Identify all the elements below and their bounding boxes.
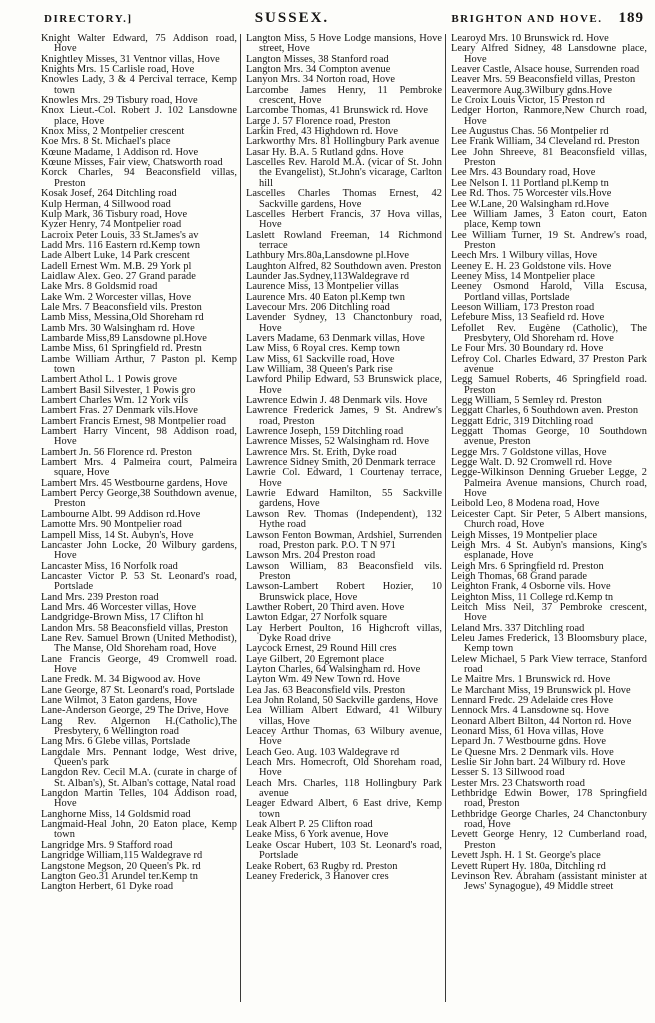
directory-entry: Lathbury Mrs.80a,Lansdowne pl.Hove <box>246 250 410 262</box>
directory-entry: Lambert Mrs. 4 Palmeira court, Palmeira square, Hove <box>41 457 237 479</box>
directory-entry: Large J. 57 Florence road, Preston <box>246 115 391 127</box>
directory-entry: Lawrence Sidney Smith, 20 Denmark terrace <box>246 457 436 469</box>
directory-entry: Lake Wm. 2 Worcester villas, Hove <box>41 291 192 303</box>
page-number: 189 <box>618 10 644 26</box>
directory-entry: Lesser S. 13 Sillwood road <box>451 767 565 779</box>
header-directory-label: DIRECTORY.] <box>44 13 133 25</box>
directory-entry: Lampell Miss, 14 St. Aubyn's, Hove <box>41 529 194 541</box>
directory-entry: Lawson William, 83 Beaconsfield vils. Preston <box>246 560 442 582</box>
directory-entry: Laughton Alfred, 82 Southdown aven. Preston <box>246 260 442 272</box>
directory-entry: Levett George Henry, 12 Cumberland road, Preston <box>451 829 647 851</box>
directory-entry: Leacey Arthur Thomas, 63 Wilbury avenue, Hove <box>246 726 442 748</box>
directory-entry: Laycock Ernest, 29 Round Hill cres <box>246 643 397 655</box>
directory-entry: Larkin Fred, 43 Highdown rd. Hove <box>246 126 398 138</box>
directory-entry: Leaney Frederick, 3 Hanover cres <box>246 870 389 882</box>
directory-entry: Leighton Miss, 11 College rd.Kemp tn <box>451 591 614 603</box>
directory-entry: Lavers Madame, 63 Denmark villas, Hove <box>246 332 425 344</box>
directory-entry: Lee William Turner, 19 St. Andrew's road, Preston <box>451 229 647 251</box>
directory-entry: Lambert Fras. 27 Denmark vils.Hove <box>41 405 198 417</box>
directory-entry: Land Mrs. 46 Worcester villas, Hove <box>41 601 197 613</box>
directory-entry: Leggatt Charles, 6 Southdown aven. Preston <box>451 405 639 417</box>
directory-columns <box>36 34 650 1002</box>
directory-entry: Lambert Francis Ernest, 98 Montpelier road <box>41 415 227 427</box>
directory-entry: Kyzer Henry, 74 Montpelier road <box>41 219 182 231</box>
directory-entry: Lascelles Herbert Francis, 37 Hova villas, Hove <box>246 208 442 231</box>
directory-entry: Lanyon Mrs. 34 Norton road, Hove <box>246 74 396 86</box>
directory-entry: Langton Geo.31 Arundel ter.Kemp tn <box>41 870 198 882</box>
directory-entry: Korck Charles, 94 Beaconsfield villas, Preston <box>41 167 237 189</box>
directory-entry: Langdale Mrs. Pennant lodge, West drive, Queen's park <box>41 746 237 769</box>
directory-entry: Langmaid-Heal John, 20 Eaton place, Kemp town <box>41 819 237 841</box>
directory-entry: Larkworthy Mrs. 81 Hollingbury Park avenue <box>246 136 440 148</box>
directory-entry: Ladd Mrs. 116 Eastern rd.Kemp town <box>41 239 201 251</box>
directory-entry: Kosak Josef, 264 Ditchling road <box>41 188 177 200</box>
directory-entry: Le Croix Louis Victor, 15 Preston rd <box>451 95 605 107</box>
directory-entry: Lawrie Col. Edward, 1 Courtenay terrace, Hove <box>246 467 442 489</box>
directory-entry: Knox Miss, 2 Montpelier crescent <box>41 126 185 138</box>
directory-entry: Lane George, 87 St. Leonard's road, Portslade <box>41 684 235 696</box>
directory-entry: Levett Rupert Hy. 180a, Ditchling rd <box>451 860 606 872</box>
directory-entry: Lancaster John Locke, 20 Wilbury gardens, Hove <box>41 539 237 562</box>
directory-entry: Legg Samuel Roberts, 46 Springfield road. Preston <box>451 374 647 396</box>
directory-entry: Leleu James Frederick, 13 Bloomsbury place, Kemp town <box>451 632 647 655</box>
directory-entry: Lepard Jn. 7 Westbourne gdns. Hove <box>451 736 607 748</box>
directory-entry: Lambert Jn. 56 Florence rd. Preston <box>41 446 192 458</box>
directory-entry: Lancaster Miss, 16 Norfolk road <box>41 560 178 572</box>
directory-entry: Lea William Albert Edward, 41 Wilbury villas, Hove <box>246 705 442 727</box>
directory-entry: Knowles Lady, 3 & 4 Percival terrace, Kemp town <box>41 74 237 96</box>
directory-entry: Lelew Michael, 5 Park View terrace, Stanford road <box>451 653 647 675</box>
directory-entry: Lane-Anderson George, 29 The Drive, Hove <box>41 705 229 717</box>
directory-entry: Langton Herbert, 61 Dyke road <box>41 881 174 893</box>
directory-column-2 <box>240 34 445 1002</box>
directory-entry: Legge-Wilkinson Denning Grueber Legge, 2 Palmeira Avenue mansions, Church road, Hove <box>451 467 647 500</box>
directory-entry: Leake Oscar Hubert, 103 St. Leonard's road, Portslade <box>246 839 442 862</box>
directory-entry: Leake Robert, 63 Rugby rd. Preston <box>246 860 398 872</box>
directory-entry: Koe Mrs. 8 St. Michael's place <box>41 136 171 148</box>
directory-entry: Law William, 38 Queen's Park rise <box>246 364 393 375</box>
directory-entry: Lavecour Mrs. 206 Ditchling road <box>246 301 390 313</box>
directory-entry: Le Four Mrs. 30 Boundary rd. Hove <box>451 343 604 355</box>
directory-entry: Lavender Sydney, 13 Chanctonbury road, Hove <box>246 312 442 334</box>
directory-entry: Lamotte Mrs. 90 Montpelier road <box>41 519 182 531</box>
directory-entry: Lay Herbert Poulton, 16 Highcroft villas, Dyke Road drive <box>246 622 442 644</box>
directory-entry: Lawrence Misses, 52 Walsingham rd. Hove <box>246 436 430 448</box>
directory-entry: Landon Mrs. 58 Beaconsfield villas, Preston <box>41 622 229 634</box>
directory-entry: Levinson Rev. Abraham (assistant minister at Jews' Synagogue), 49 Middle street <box>451 870 647 893</box>
directory-entry: Leitch Miss Neil, 37 Pembroke crescent, Hove <box>451 601 647 624</box>
directory-entry: Lefollet Rev. Eugène (Catholic), The Presbytery, Old Shoreham rd. Hove <box>451 322 647 344</box>
directory-entry: Lea Jas. 63 Beaconsfield vils. Preston <box>246 684 406 696</box>
directory-entry: Leaver Castle, Alsace house, Surrenden road <box>451 64 640 76</box>
directory-entry: Langhorne Miss, 14 Goldsmid road <box>41 808 191 820</box>
directory-entry: Leeson William, 173 Preston road <box>451 301 595 313</box>
directory-entry: Lee Mrs. 43 Boundary road, Hove <box>451 167 596 179</box>
directory-entry: Lethbridge Edwin Bower, 178 Springfield road, Preston <box>451 788 647 810</box>
directory-entry: Lennard Fredc. 29 Adelaide cres Hove <box>451 695 614 706</box>
directory-entry: Lang Rev. Algernon H.(Catholic),The Presbytery, 6 Wellington road <box>41 715 237 738</box>
directory-entry: Leake Miss, 6 York avenue, Hove <box>246 829 389 841</box>
directory-entry: Lambert Basil Silvester, 1 Powis gro <box>41 384 196 396</box>
directory-entry: Lane Wilmot, 3 Eaton gardens, Hove <box>41 695 198 706</box>
directory-entry: Langton Mrs. 34 Compton avenue <box>246 64 391 76</box>
directory-entry: Lethbridge George Charles, 24 Chanctonbury road, Hove <box>451 808 647 831</box>
page-header <box>36 8 650 27</box>
directory-entry: Lambert Percy George,38 Southdown avenue, Preston <box>41 488 237 510</box>
directory-entry: Legge Mrs. 7 Goldstone villas, Hove <box>451 446 607 458</box>
directory-entry: Leech Mrs. 1 Wilbury villas, Hove <box>451 250 598 262</box>
directory-entry: Lane Fredk. M. 34 Bigwood av. Hove <box>41 674 201 686</box>
directory-entry: Le Maitre Mrs. 1 Brunswick rd. Hove <box>451 674 611 686</box>
directory-column-1 <box>36 34 240 1002</box>
directory-entry: Lawrence Mrs. St. Erith, Dyke road <box>246 446 397 458</box>
directory-entry: Law Miss, 6 Royal cres. Kemp town <box>246 343 401 355</box>
directory-entry: Lee Frank William, 34 Cleveland rd. Preston <box>451 136 640 148</box>
directory-entry: Lea John Roland, 50 Sackville gardens, Hove <box>246 695 439 706</box>
directory-entry: Leigh Thomas, 68 Grand parade <box>451 570 588 582</box>
directory-entry: Kulp Herman, 4 Sillwood road <box>41 198 171 210</box>
directory-entry: Lascelles Rev. Harold M.A. (vicar of St. John the Evangelist), St.John's vicarage, Carlton hill <box>246 157 442 189</box>
directory-entry: Levett Jsph. H. 1 St. George's place <box>451 850 601 862</box>
directory-entry: Lawton Edgar, 27 Norfolk square <box>246 612 388 624</box>
directory-entry: Leigh Misses, 19 Montpelier place <box>451 529 598 541</box>
directory-entry: Law Miss, 61 Sackville road, Hove <box>246 353 395 365</box>
directory-entry: Laidlaw Alex. Geo. 27 Grand parade <box>41 270 196 282</box>
directory-entry: Ladell Ernest Wm. M.B. 29 York pl <box>41 260 192 272</box>
directory-entry: Langstone Megson, 20 Queen's Pk. rd <box>41 860 201 872</box>
directory-entry: Leeney Osmond Harold, Villa Escusa, Portland villas, Portslade <box>451 281 647 303</box>
directory-entry: Lasar Hy. B.A. 5 Rutland gdns. Hove <box>246 146 404 158</box>
directory-entry: Lee William James, 3 Eaton court, Eaton place, Kemp town <box>451 208 647 231</box>
directory-entry: Kulp Mark, 36 Tisbury road, Hove <box>41 208 188 220</box>
directory-entry: Larcombe James Henry, 11 Pembroke crescent, Hove <box>246 84 442 107</box>
page-title: SUSSEX. <box>254 10 330 26</box>
directory-entry: Lefebure Miss, 13 Seafield rd. Hove <box>451 312 605 324</box>
directory-entry: Lacroix Peter Louis, 33 St.James's av <box>41 229 199 241</box>
directory-entry: Lawford Philip Edward, 53 Brunswick place, Hove <box>246 374 442 396</box>
directory-entry: Lawson Fenton Bowman, Ardshiel, Surrenden road, Preston park. P.O. T N 971 <box>246 529 442 551</box>
directory-entry: Laurence Miss, 13 Montpelier villas <box>246 281 399 293</box>
directory-entry: Knowles Mrs. 29 Tisbury road, Hove <box>41 95 198 107</box>
directory-entry: Leeney Miss, 14 Montpelier place <box>451 270 595 282</box>
directory-entry: Leicester Capt. Sir Peter, 5 Albert mansions, Church road, Hove <box>451 508 647 531</box>
directory-entry: Langdon Rev. Cecil M.A. (curate in charge of St. Alban's), St. Alban's cottage, Natal road <box>41 767 237 789</box>
directory-entry: Lee John Shreeve, 81 Beaconsfield villas, Preston <box>451 146 647 169</box>
directory-entry: Laye Gilbert, 20 Egremont place <box>246 653 385 665</box>
directory-entry: Lake Mrs. 8 Goldsmid road <box>41 281 158 293</box>
directory-entry: Le Quesne Mrs. 2 Denmark vils. Hove <box>451 746 614 758</box>
directory-entry: Langridge William,115 Waldegrave rd <box>41 850 203 862</box>
directory-entry: Lawson Mrs. 204 Preston road <box>246 550 376 562</box>
directory-entry: Leary Alfred Sidney, 48 Lansdowne place, Hove <box>451 43 647 65</box>
directory-entry: Learoyd Mrs. 10 Brunswick rd. Hove <box>451 34 609 44</box>
directory-entry: Lascelles Charles Thomas Ernest, 42 Sackville gardens, Hove <box>246 188 442 210</box>
directory-entry: Leggatt Thomas George, 10 Southdown avenue, Preston <box>451 426 647 448</box>
directory-entry: Leighton Frank, 4 Osborne vils. Hove <box>451 581 611 593</box>
directory-entry: Leigh Mrs. 6 Springfield rd. Preston <box>451 560 604 572</box>
directory-entry: Leach Mrs. Homecroft, Old Shoreham road, Hove <box>246 757 442 779</box>
header-section-label: BRIGHTON AND HOVE. <box>451 13 603 25</box>
directory-entry: Leonard Miss, 61 Hova villas, Hove <box>451 726 604 738</box>
directory-entry: Lambourne Albt. 99 Addison rd.Hove <box>41 508 201 520</box>
directory-entry: Lambe Miss, 61 Springfield rd. Prestn <box>41 343 202 355</box>
directory-entry: Lawrence Frederick James, 9 St. Andrew's road, Preston <box>246 405 442 427</box>
directory-entry: Lee W.Lane, 20 Walsingham rd.Hove <box>451 198 609 210</box>
directory-entry: Knights Mrs. 15 Carlisle road, Hove <box>41 64 195 76</box>
directory-entry: Knox Lieut.-Col. Robert J. 102 Lansdowne place, Hove <box>41 105 237 127</box>
directory-entry: Legge Walt. D. 92 Cromwell rd. Hove <box>451 457 612 469</box>
directory-entry: Lancaster Victor P. 53 St. Leonard's road, Portslade <box>41 570 237 593</box>
directory-entry: Kœune Madame, 1 Addison rd. Hove <box>41 146 199 158</box>
directory-entry: Leak Albert P. 25 Clifton road <box>246 819 373 831</box>
directory-entry: Leeney E. H. 23 Goldstone vils. Hove <box>451 260 612 272</box>
directory-entry: Layton Wm. 49 New Town rd. Hove <box>246 674 400 686</box>
directory-entry: Lennock Mrs. 4 Lansdowne sq. Hove <box>451 705 609 717</box>
directory-entry: Lambert Harry Vincent, 98 Addison road, Hove <box>41 426 237 448</box>
directory-entry: Leavermore Aug.3Wilbury gdns.Hove <box>451 84 613 96</box>
directory-entry: Lee Augustus Chas. 56 Montpelier rd <box>451 126 609 138</box>
directory-entry: Laurence Mrs. 40 Eaton pl.Kemp twn <box>246 291 405 303</box>
directory-entry: Lane Francis George, 49 Cromwell road. Hove <box>41 653 237 675</box>
directory-entry: Leggatt Edric, 319 Ditchling road <box>451 415 594 427</box>
directory-entry: Lambert Athol L. 1 Powis grove <box>41 374 177 386</box>
directory-entry: Langton Miss, 5 Hove Lodge mansions, Hove street, Hove <box>246 34 442 55</box>
directory-entry: Lawrence Edwin J. 48 Denmark vils. Hove <box>246 395 428 407</box>
directory-entry: Leland Mrs. 337 Ditchling road <box>451 622 585 634</box>
directory-entry: Legg William, 5 Semley rd. Preston <box>451 395 602 407</box>
directory-entry: Lamb Miss, Messina,Old Shoreham rd <box>41 312 204 324</box>
directory-entry: Lawson Rev. Thomas (Independent), 132 Hythe road <box>246 508 442 531</box>
directory-entry: Leaver Mrs. 59 Beaconsfield villas, Preston <box>451 74 636 86</box>
directory-entry: Lang Mrs. 6 Glebe villas, Portslade <box>41 736 191 748</box>
directory-entry: Leibold Leo, 8 Modena road, Hove <box>451 498 600 510</box>
directory-entry: Ledger Horton, Ranmore,New Church road, Hove <box>451 105 647 127</box>
directory-entry: Knightley Misses, 31 Ventnor villas, Hove <box>41 53 220 65</box>
directory-entry: Leonard Albert Bilton, 44 Norton rd. Hove <box>451 715 632 727</box>
directory-entry: Land Mrs. 239 Preston road <box>41 591 159 603</box>
directory-entry: Leager Edward Albert, 6 East drive, Kemp town <box>246 798 442 820</box>
directory-entry: Lamb Mrs. 30 Walsingham rd. Hove <box>41 322 195 334</box>
directory-entry: Lade Albert Luke, 14 Park crescent <box>41 250 190 262</box>
directory-entry: Langridge Mrs. 9 Stafford road <box>41 839 173 851</box>
directory-entry: Lane Rev. Samuel Brown (United Methodist), The Manse, Old Shoreham road, Hove <box>41 632 237 655</box>
directory-entry: Lester Mrs. 23 Chatsworth road <box>451 777 585 789</box>
directory-entry: Leigh Mrs. 4 St. Aubyn's mansions, King's esplanade, Hove <box>451 539 647 562</box>
directory-entry: Layton Charles, 64 Walsingham rd. Hove <box>246 663 421 675</box>
directory-entry: Lee Rd. Thos. 75 Worcester vils.Hove <box>451 188 612 200</box>
directory-entry: Larcombe Thomas, 41 Brunswick rd. Hove <box>246 105 429 117</box>
directory-entry: Launder Jas.Sydney,113Waldegrave rd <box>246 270 410 282</box>
directory-entry: Langton Misses, 38 Stanford road <box>246 53 389 65</box>
directory-entry: Lawther Robert, 20 Third aven. Hove <box>246 601 405 613</box>
directory-entry: Lee Nelson I. 11 Portland pl.Kemp tn <box>451 177 609 189</box>
directory-entry: Landgridge-Brown Miss, 17 Clifton hl <box>41 612 204 624</box>
directory-entry: Lefroy Col. Charles Edward, 37 Preston Park avenue <box>451 353 647 375</box>
directory-entry: Lawrence Joseph, 159 Ditchling road <box>246 426 404 438</box>
directory-entry: Kœune Misses, Fair view, Chatsworth road <box>41 157 223 169</box>
directory-entry: Lawrie Edward Hamilton, 55 Sackville gardens, Hove <box>246 488 442 510</box>
directory-entry: Leslie Sir John bart. 24 Wilbury rd. Hove <box>451 757 626 769</box>
directory-entry: Lambarde Miss,89 Lansdowne pl.Hove <box>41 332 207 344</box>
directory-entry: Lambert Mrs. 45 Westbourne gardens, Hove <box>41 477 228 489</box>
directory-entry: Lale Mrs. 7 Beaconsfield vils. Preston <box>41 301 202 313</box>
directory-column-3 <box>445 34 650 1002</box>
directory-entry: Lambert Charles Wm. 12 York vils <box>41 395 189 407</box>
directory-entry: Leach Mrs. Charles, 118 Hollingbury Park avenue <box>246 777 442 800</box>
directory-entry: Leach Geo. Aug. 103 Waldegrave rd <box>246 746 400 758</box>
directory-entry: Lambe William Arthur, 7 Paston pl. Kemp town <box>41 353 237 375</box>
directory-entry: Knight Walter Edward, 75 Addison road, Hove <box>41 34 237 55</box>
directory-entry: Le Marchant Miss, 19 Brunswick pl. Hove <box>451 684 631 696</box>
directory-entry: Langdon Martin Telles, 104 Addison road, Hove <box>41 788 237 810</box>
directory-entry: Laslett Rowland Freeman, 14 Richmond terrace <box>246 229 442 251</box>
directory-entry: Lawson-Lambert Robert Hozier, 10 Brunswick place, Hove <box>246 581 442 603</box>
